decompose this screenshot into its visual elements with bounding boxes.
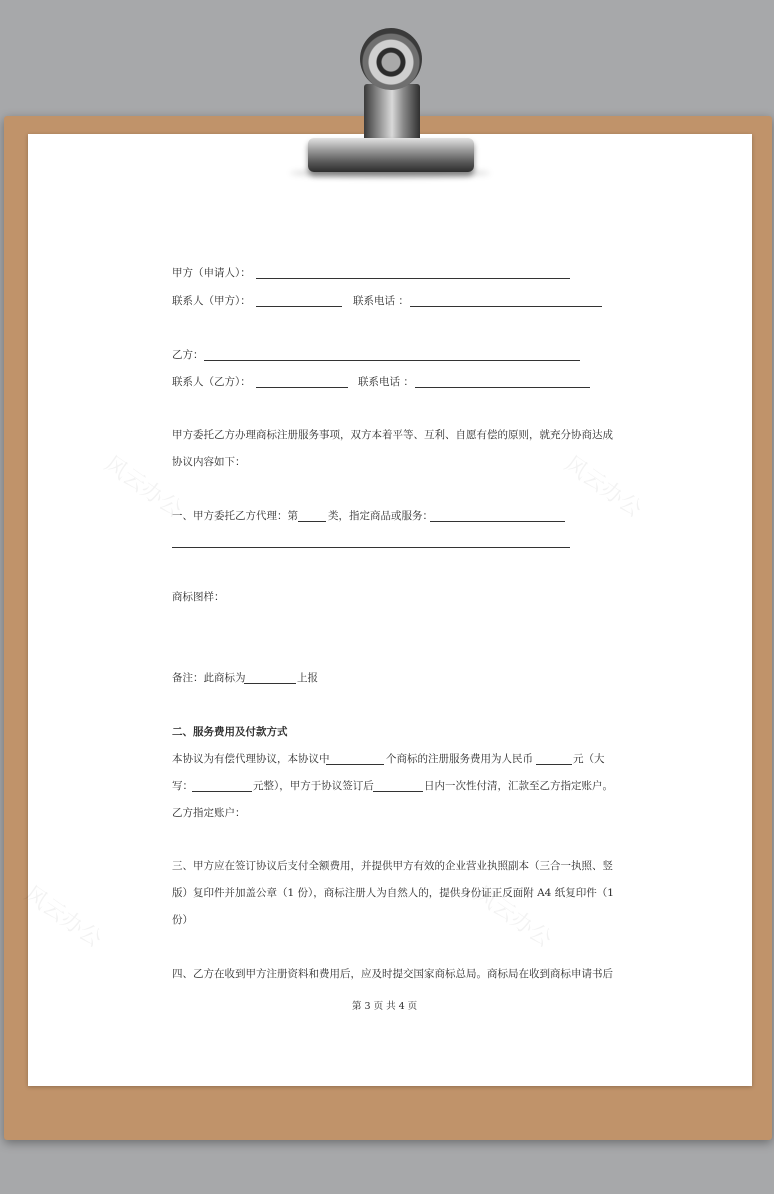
section-1-prefix: 一、甲方委托乙方代理：第	[172, 510, 298, 522]
section-2-line-2c: 日内一次性付清，汇款至乙方指定账户。	[424, 780, 613, 792]
watermark: 风云办公	[99, 451, 187, 523]
trademark-sample-label: 商标图样：	[172, 591, 225, 603]
fee-amount-blank	[536, 764, 572, 765]
contact-a-label: 联系人（甲方）：	[172, 295, 251, 307]
section-3-line-2: 版）复印件并加盖公章（1 份），商标注册人为自然人的，提供身份证正反面附 A4 纸复印件（1	[172, 887, 614, 899]
watermark: 风云办公	[19, 881, 107, 953]
binder-clip-ring	[360, 28, 422, 90]
party-b-blank	[204, 360, 580, 361]
binder-clip-neck	[364, 84, 420, 142]
binder-clip	[308, 138, 474, 172]
party-a-label: 甲方（申请人）：	[172, 267, 251, 279]
phone-a-blank	[410, 306, 602, 307]
section-2-line-2a: 写：	[172, 780, 193, 792]
remark-prefix: 备注：此商标为	[172, 672, 246, 684]
intro-line-1: 甲方委托乙方办理商标注册服务事项，双方本着平等、互利、自愿有偿的原则，就充分协商达成	[172, 429, 613, 441]
phone-a-label: 联系电话 ：	[353, 295, 409, 307]
watermark: 风云办公	[469, 881, 557, 953]
payment-days-blank	[373, 791, 423, 792]
document-page	[28, 134, 752, 1086]
contact-b-label: 联系人（乙方）：	[172, 376, 251, 388]
section-2-line-3: 乙方指定账户：	[172, 807, 246, 819]
contact-b-blank	[256, 387, 348, 388]
section-2-line-1b: 个商标的注册服务费用为人民币	[386, 753, 533, 765]
goods-services-blank	[430, 521, 565, 522]
section-2-line-2b: 元整），甲方于协议签订后	[253, 780, 374, 792]
section-2-title: 二、服务费用及付款方式	[172, 726, 288, 738]
section-4-line-1: 四、乙方在收到甲方注册资料和费用后，应及时提交国家商标总局。商标局在收到商标申请书后	[172, 968, 613, 980]
section-3-line-1: 三、甲方应在签订协议后支付全额费用，并提供甲方有效的企业营业执照副本（三合一执照、竖	[172, 860, 613, 872]
section-1-mid: 类，指定商品或服务：	[328, 510, 433, 522]
page-footer: 第 3 页 共 4 页	[352, 1001, 418, 1012]
section-2-line-1c: 元（大	[573, 753, 605, 765]
fee-uppercase-blank	[192, 791, 252, 792]
party-a-blank	[256, 278, 570, 279]
contact-a-blank	[256, 306, 342, 307]
trademark-count-blank	[326, 764, 384, 765]
intro-line-2: 协议内容如下：	[172, 456, 246, 468]
goods-services-blank-line-2	[172, 547, 570, 548]
watermark: 风云办公	[559, 451, 647, 523]
party-b-label: 乙方：	[172, 349, 204, 361]
phone-b-label: 联系电话 ：	[358, 376, 414, 388]
section-2-line-1a: 本协议为有偿代理协议，本协议中	[172, 753, 330, 765]
class-number-blank	[298, 521, 326, 522]
remark-blank	[244, 683, 296, 684]
section-3-line-3: 份）	[172, 914, 193, 926]
phone-b-blank	[415, 387, 590, 388]
remark-suffix: 上报	[297, 672, 318, 684]
